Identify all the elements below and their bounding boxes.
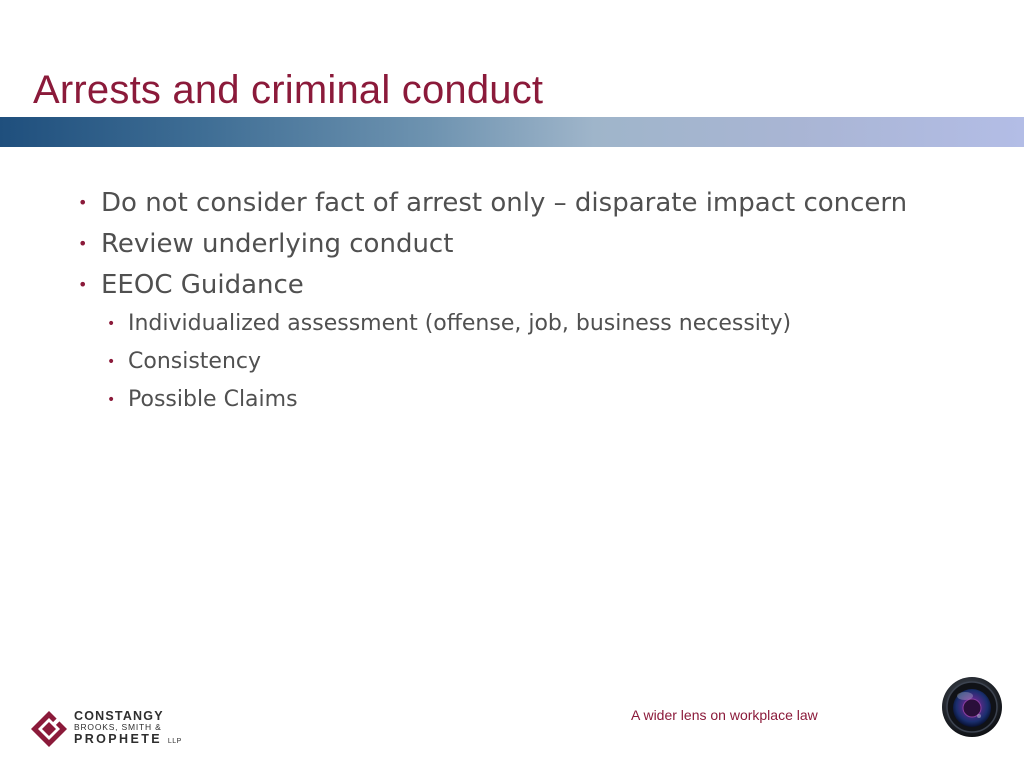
logo-wordmark — [74, 710, 182, 748]
bullet-text: EEOC Guidance — [101, 270, 304, 300]
bullet-text: Review underlying conduct — [101, 229, 454, 259]
sub-bullet-text: Individualized assessment (offense, job, business necessity) — [128, 311, 792, 336]
sub-bullet-text: Possible Claims — [128, 387, 298, 412]
bullet-dot-icon: • — [107, 316, 116, 332]
bullet-dot-icon: • — [78, 193, 88, 212]
sub-bullet-item — [107, 385, 958, 415]
bullet-item — [78, 227, 958, 261]
bullet-dot-icon: • — [107, 392, 116, 408]
bullet-list — [78, 186, 958, 423]
footer-tagline: A wider lens on workplace law — [631, 707, 818, 723]
sub-bullet-item — [107, 309, 958, 339]
logo-line-3-name: PROPHETE — [74, 732, 162, 746]
bullet-dot-icon: • — [107, 354, 116, 370]
logo-line-1: CONSTANGY — [74, 709, 164, 723]
logo-line-3 — [74, 733, 182, 748]
logo-line-2: BROOKS, SMITH & — [74, 722, 162, 732]
bullet-item — [78, 268, 958, 302]
logo-diamond-icon — [30, 710, 68, 748]
sub-bullet-item — [107, 347, 958, 377]
bullet-dot-icon: • — [78, 275, 88, 294]
bullet-dot-icon: • — [78, 234, 88, 253]
sub-bullet-text: Consistency — [128, 349, 262, 374]
bullet-item — [78, 186, 958, 220]
company-logo — [30, 708, 220, 748]
bullet-text: Do not consider fact of arrest only – disparate impact concern — [101, 188, 908, 218]
logo-llp: LLP — [167, 738, 182, 745]
slide-title: Arrests and criminal conduct — [33, 68, 544, 112]
title-gradient-band — [0, 117, 1024, 147]
camera-lens-icon — [941, 676, 1003, 738]
